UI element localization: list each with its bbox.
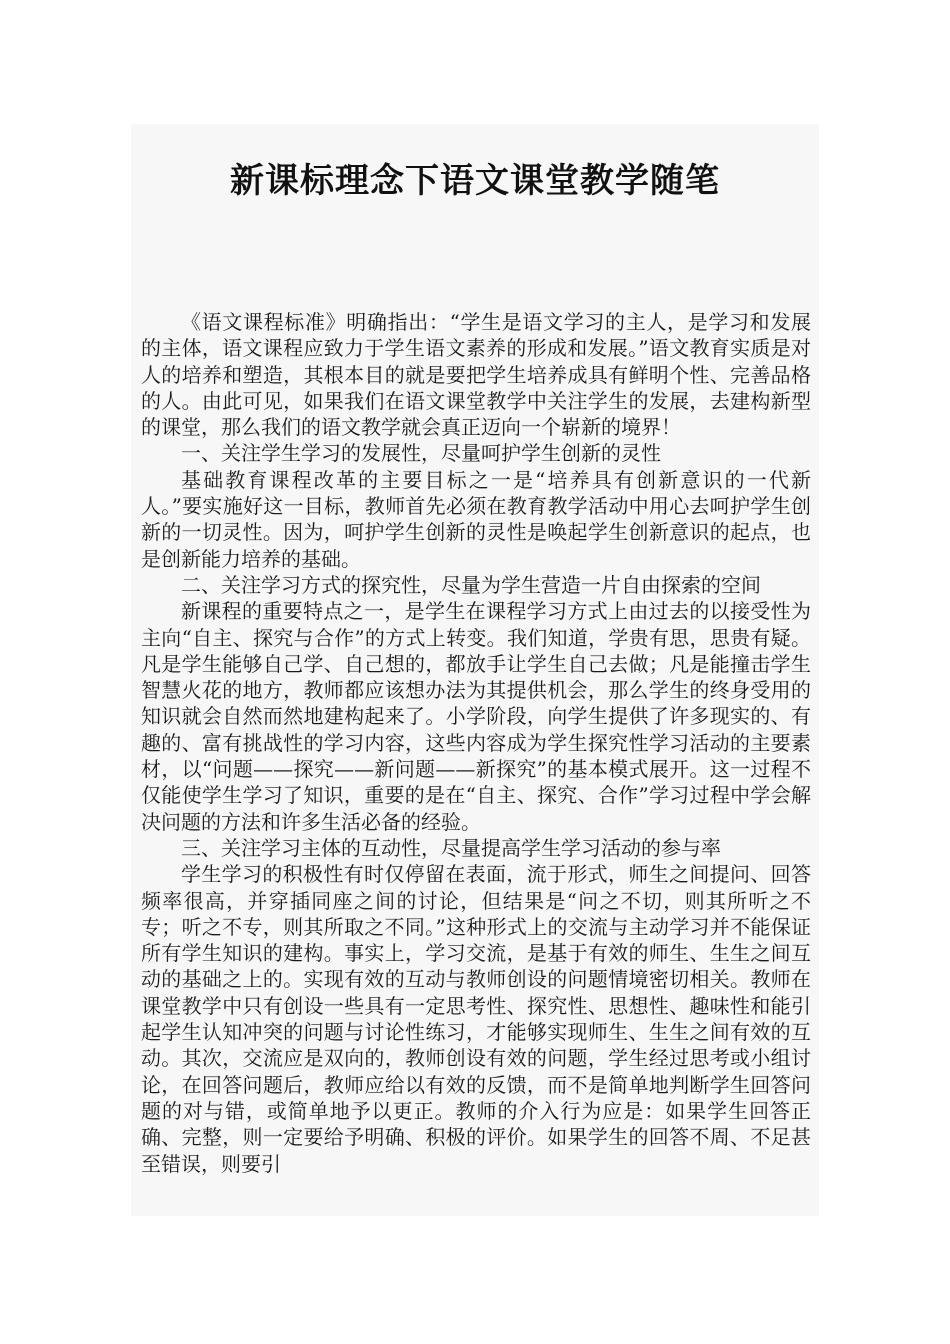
section-heading-2: 二、关注学习方式的探究性，尽量为学生营造一片自由探索的空间 [181, 572, 761, 597]
document-page [131, 124, 819, 1216]
section-1-paragraph: 基础教育课程改革的主要目标之一是“培养具有创新意识的一代新人。”要实施好这一目标，教师首先必须在教育教学活动中用心去呵护学生创新的一切灵性。因为，呵护学生创新的灵性是唤起学生创新意识的起点，也是创新能力培养的基础。 [141, 467, 811, 571]
intro-paragraph: 《语文课程标准》明确指出：“学生是语文学习的主人，是学习和发展的主体，语文课程应致力于学生语文素养的形成和发展。”语文教育实质是对人的培养和塑造，其根本目的就是要把学生培养成具有鲜明个性、完善品格的人。由此可见，如果我们在语文课堂教学中关注学生的发展，去建构新型的课堂，那么我们的语文教学就会真正迈向一个崭新的境界！ [141, 310, 811, 440]
document-title: 新课标理念下语文课堂教学随笔 [230, 161, 720, 201]
section-3-paragraph: 学生学习的积极性有时仅停留在表面，流于形式，师生之间提问、回答频率很高，并穿插同座之间的讨论，但结果是“问之不切，则其所听之不专；听之不专，则其所取之不同。”这种形式上的交流与主动学习并不能保证所有学生知识的建构。事实上，学习交流，是基于有效的师生、生生之间互动的基础之上的。实现有效的互动与教师创设的问题情境密切相关。教师在课堂教学中只有创设一些具有一定思考性、探究性、思想性、趣味性和能引起学生认知冲突的问题与讨论性练习，才能够实现师生、生生之间有效的互动。其次，交流应是双向的，教师创设有效的问题，学生经过思考或小组讨论，在回答问题后，教师应给以有效的反馈，而不是简单地判断学生回答问题的对与错，或简单地予以更正。教师的介入行为应是：如果学生回答正确、完整，则一定要给予明确、积极的评价。如果学生的回答不周、不足甚至错误，则要引 [141, 862, 811, 1176]
section-heading-3: 三、关注学习主体的互动性，尽量提高学生学习活动的参与率 [181, 835, 721, 860]
section-2-paragraph: 新课程的重要特点之一，是学生在课程学习方式上由过去的以接受性为主向“自主、探究与合作”的方式上转变。我们知道，学贵有思，思贵有疑。凡是学生能够自己学、自己想的，都放手让学生自己去做；凡是能撞击学生智慧火花的地方，教师都应该想办法为其提供机会，那么学生的终身受用的知识就会自然而然地建构起来了。小学阶段，向学生提供了许多现实的、有趣的、富有挑战性的学习内容，这些内容成为学生探究性学习活动的主要素材，以“问题——探究——新问题——新探究”的基本模式展开。这一过程不仅能使学生学习了知识，重要的是在“自主、探究、合作”学习过程中学会解决问题的方法和许多生活必备的经验。 [141, 599, 811, 834]
section-heading-1: 一、关注学生学习的发展性，尽量呵护学生创新的灵性 [181, 441, 661, 466]
document-body [141, 309, 811, 1177]
